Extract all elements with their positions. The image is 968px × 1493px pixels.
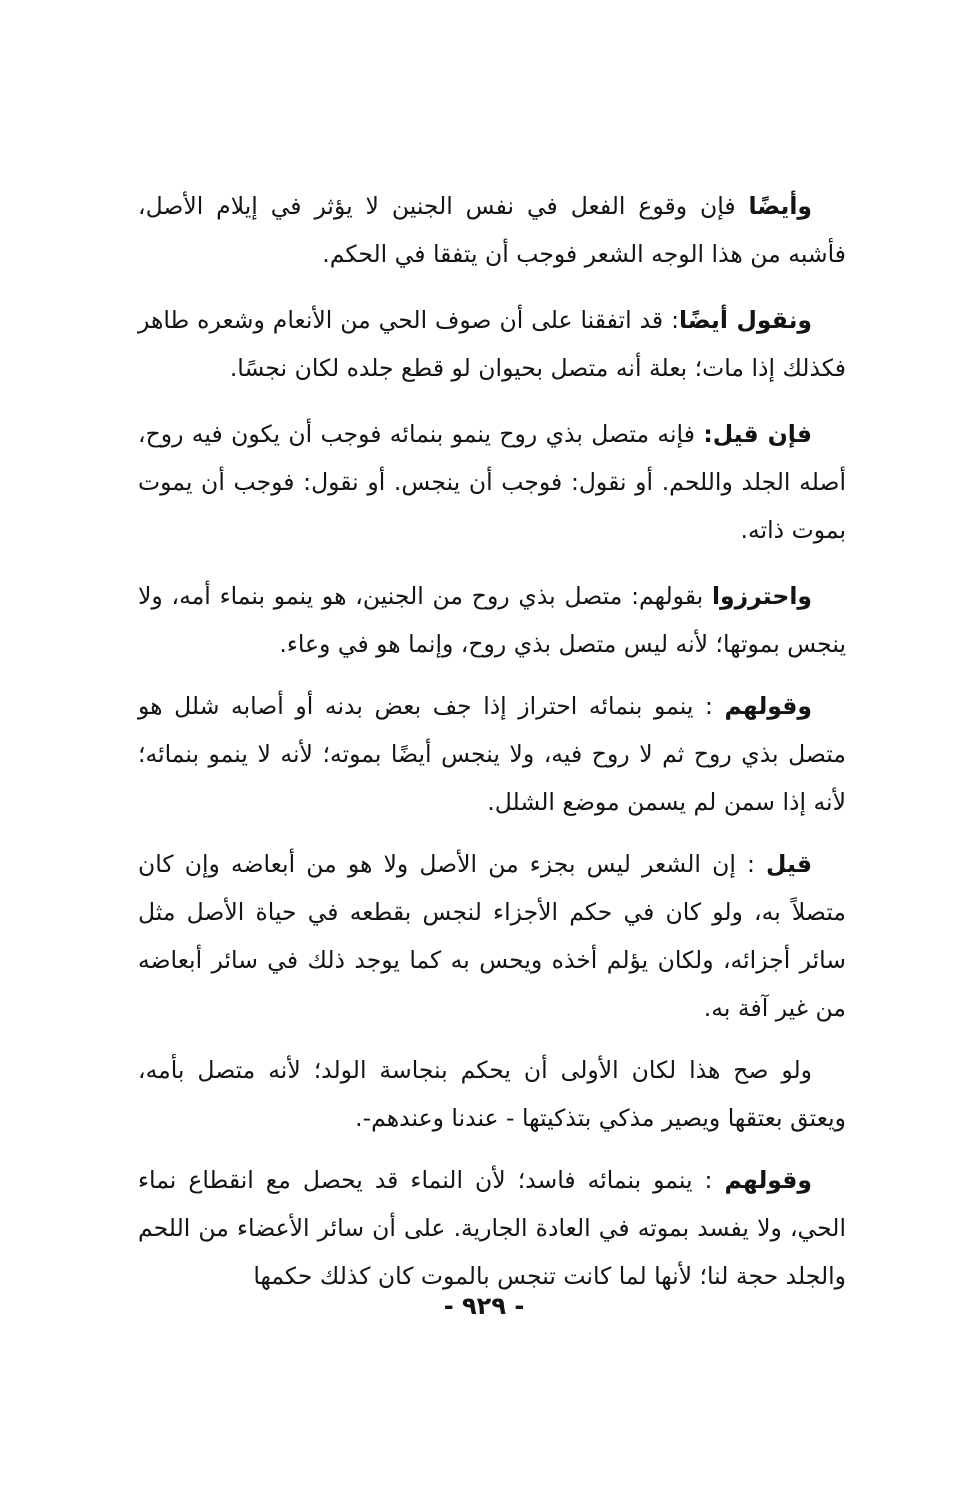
paragraph-4: [138, 572, 846, 668]
paragraph-text: : قد اتفقنا على أن صوف الحي من الأنعام وشعره طاهر فكذلك إذا مات؛ بعلة أنه متصل بحيوان لو قطع جلده لكان نجسًا.: [138, 306, 846, 382]
paragraph-lead: وقولهم: [724, 692, 812, 720]
paragraph-6: [138, 840, 846, 1032]
paragraph-1: [138, 182, 846, 278]
paragraph-text: فإنه متصل بذي روح ينمو بنمائه فوجب أن يكون فيه روح، أصله الجلد واللحم. أو نقول: فوجب أن ينجس. أو نقول: فوجب أن يموت بموت ذاته.: [138, 420, 846, 544]
paragraph-text: بقولهم: متصل بذي روح من الجنين، هو ينمو بنماء أمه، ولا ينجس بموتها؛ لأنه ليس متصل بذي روح، وإنما هو في وعاء.: [138, 582, 846, 658]
paragraph-text: : إن الشعر ليس بجزء من الأصل ولا هو من أبعاضه وإن كان متصلاً به، ولو كان في حكم الأجزاء لنجس بقطعه في حياة الأصل مثل سائر أجزائه، ولكان يؤلم أخذه ويحس به كما يوجد ذلك في سائر أبعاضه من غير آفة به.: [138, 850, 846, 1022]
paragraph-2: [138, 296, 846, 392]
paragraph-text: فإن وقوع الفعل في نفس الجنين لا يؤثر في إيلام الأصل، فأشبه من هذا الوجه الشعر فوجب أن يتفقا في الحكم.: [138, 192, 846, 268]
paragraph-lead: فإن قيل:: [703, 420, 812, 448]
paragraph-lead: وقولهم: [724, 1166, 812, 1194]
paragraph-lead: ونقول أيضًا: [679, 306, 813, 334]
page-number: - ٩٢٩ -: [443, 1292, 525, 1320]
paragraph-3: [138, 410, 846, 554]
paragraph-lead: قيل: [766, 850, 812, 878]
paragraph-lead: واحترزوا: [711, 582, 812, 610]
paragraph-8: [138, 1156, 846, 1300]
paragraph-text: : ينمو بنمائه فاسد؛ لأن النماء قد يحصل مع انقطاع نماء الحي، ولا يفسد بموته في العادة الجارية. على أن سائر الأعضاء من اللحم والجلد حجة لنا؛ لأنها لما كانت تنجس بالموت كان كذلك حكمها: [138, 1166, 846, 1290]
paragraph-text: ولو صح هذا لكان الأولى أن يحكم بنجاسة الولد؛ لأنه متصل بأمه، ويعتق بعتقها ويصير مذكي بتذكيتها - عندنا وعندهم-.: [138, 1056, 846, 1132]
paragraph-5: [138, 682, 846, 826]
paragraph-lead: وأيضًا: [748, 192, 812, 220]
paragraph-text: : ينمو بنمائه احتراز إذا جف بعض بدنه أو أصابه شلل هو متصل بذي روح ثم لا روح فيه، ولا ينجس أيضًا بموته؛ لأنه لا ينمو بنمائه؛ لأنه إذا سمن لم يسمن موضع الشلل.: [138, 692, 846, 816]
page-body: [138, 182, 846, 1314]
paragraph-7: [138, 1046, 846, 1142]
